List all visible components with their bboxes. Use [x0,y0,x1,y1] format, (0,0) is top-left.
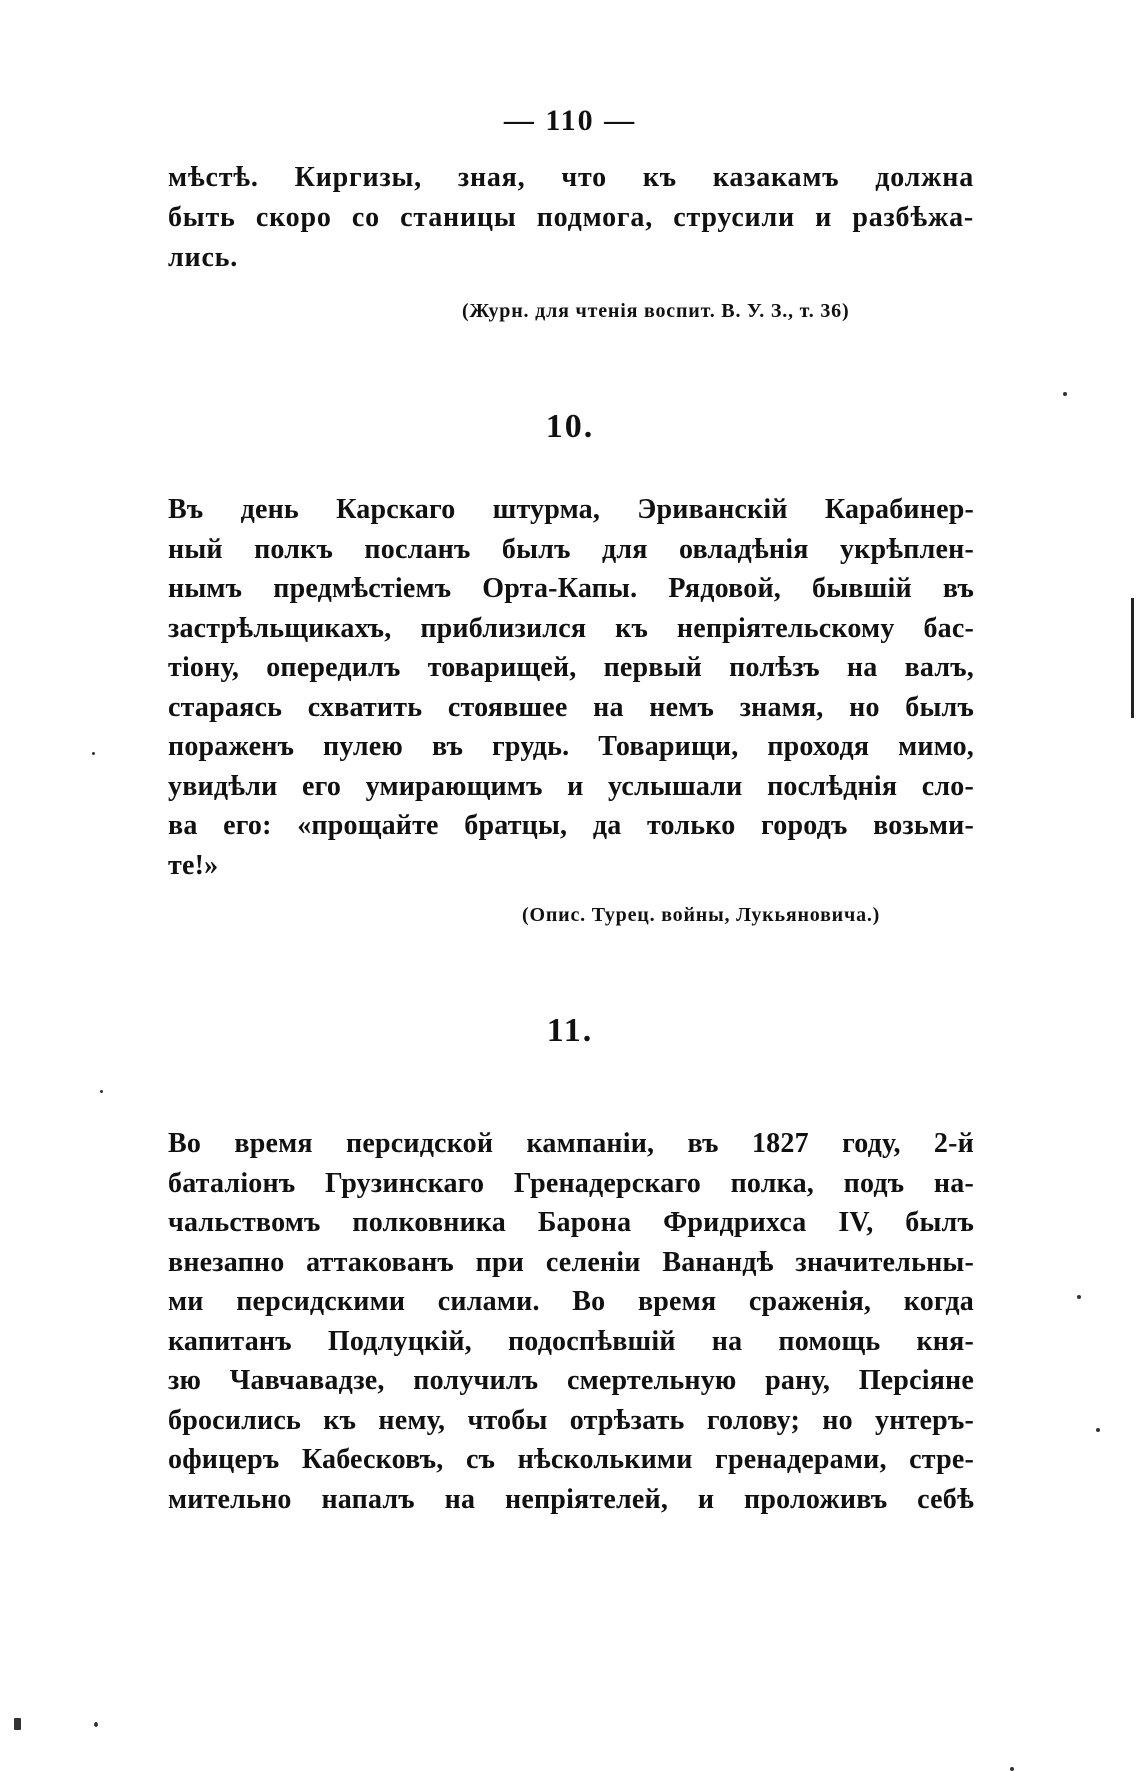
text-line: баталіонъ Грузинскаго Гренадерскаго полка, подъ на- [168,1167,974,1199]
text-line: увидѣли его умирающимъ и услышали послѣднія сло- [168,770,974,802]
text-line: ми персидскими силами. Во время сраженія, когда [168,1286,974,1317]
text-line: мѣстѣ. Киргизы, зная, что къ казакамъ должна [168,162,974,193]
scan-speck [1063,392,1067,396]
section-number: 10. [545,408,595,445]
text-line: ва его: «прощайте братцы, да только городъ возьми- [168,810,974,841]
page-number: — 110 — [503,104,637,137]
source-citation: (Опис. Турец. войны, Лукьяновича.) [522,904,881,926]
scan-speck [1077,1295,1081,1299]
scan-speck [92,752,95,755]
section-number: 11. [546,1012,594,1049]
text-line: офицеръ Кабесковъ, съ нѣсколькими гренадерами, стре- [168,1444,974,1475]
section-paragraph [168,1124,974,1519]
paragraph-text [168,490,974,885]
text-line: тіону, опередилъ товарищей, первый полѣзъ на валъ, [168,652,974,683]
text-line: внезапно аттакованъ при селеніи Ванандѣ значительны- [168,1246,974,1278]
scan-speck [1010,1767,1014,1771]
text-line: капитанъ Подлуцкій, подоспѣвшій на помощь кня- [168,1325,974,1357]
text-line: пораженъ пулею въ грудь. Товарищи, проходя мимо, [168,731,974,762]
text-line: Во время персидской кампаніи, въ 1827 году, 2-й [168,1128,974,1159]
text-line: нымъ предмѣстіемъ Орта-Капы. Рядовой, бывшій въ [168,573,974,604]
text-line: застрѣльщикахъ, приблизился къ непріятельскому бас- [168,612,974,644]
text-line: стараясь схватить стоявшее на немъ знамя, но былъ [168,691,974,723]
section-paragraph [168,490,974,885]
text-line: лись. [168,242,239,273]
text-line: чальствомъ полковника Барона Фридрихса IV, былъ [168,1207,974,1238]
text-line: те!» [168,849,219,881]
scan-speck [100,1090,103,1093]
scan-speck [1096,1428,1100,1432]
text-line: быть скоро со станицы подмога, струсили и разбѣжа- [168,202,974,233]
source-citation: (Журн. для чтенія воспит. В. У. З., т. 36) [462,300,850,322]
text-line: мительно напалъ на непріятелей, и проложивъ себѣ [168,1483,974,1515]
scan-edge-line [1131,598,1134,718]
text-line: ный полкъ посланъ былъ для овладѣнія укрѣплен- [168,533,974,565]
scan-speck [14,1718,21,1730]
text-line: зю Чавчавадзе, получилъ смертельную рану, Персіяне [168,1365,974,1396]
paragraph-text [168,1124,974,1519]
paragraph-text [168,158,974,278]
scan-speck [94,1722,98,1727]
text-line: Въ день Карскаго штурма, Эриванскій Карабинер- [168,494,974,525]
text-line: бросились къ нему, чтобы отрѣзать голову; но унтеръ- [168,1404,974,1436]
continuation-paragraph [168,158,974,278]
